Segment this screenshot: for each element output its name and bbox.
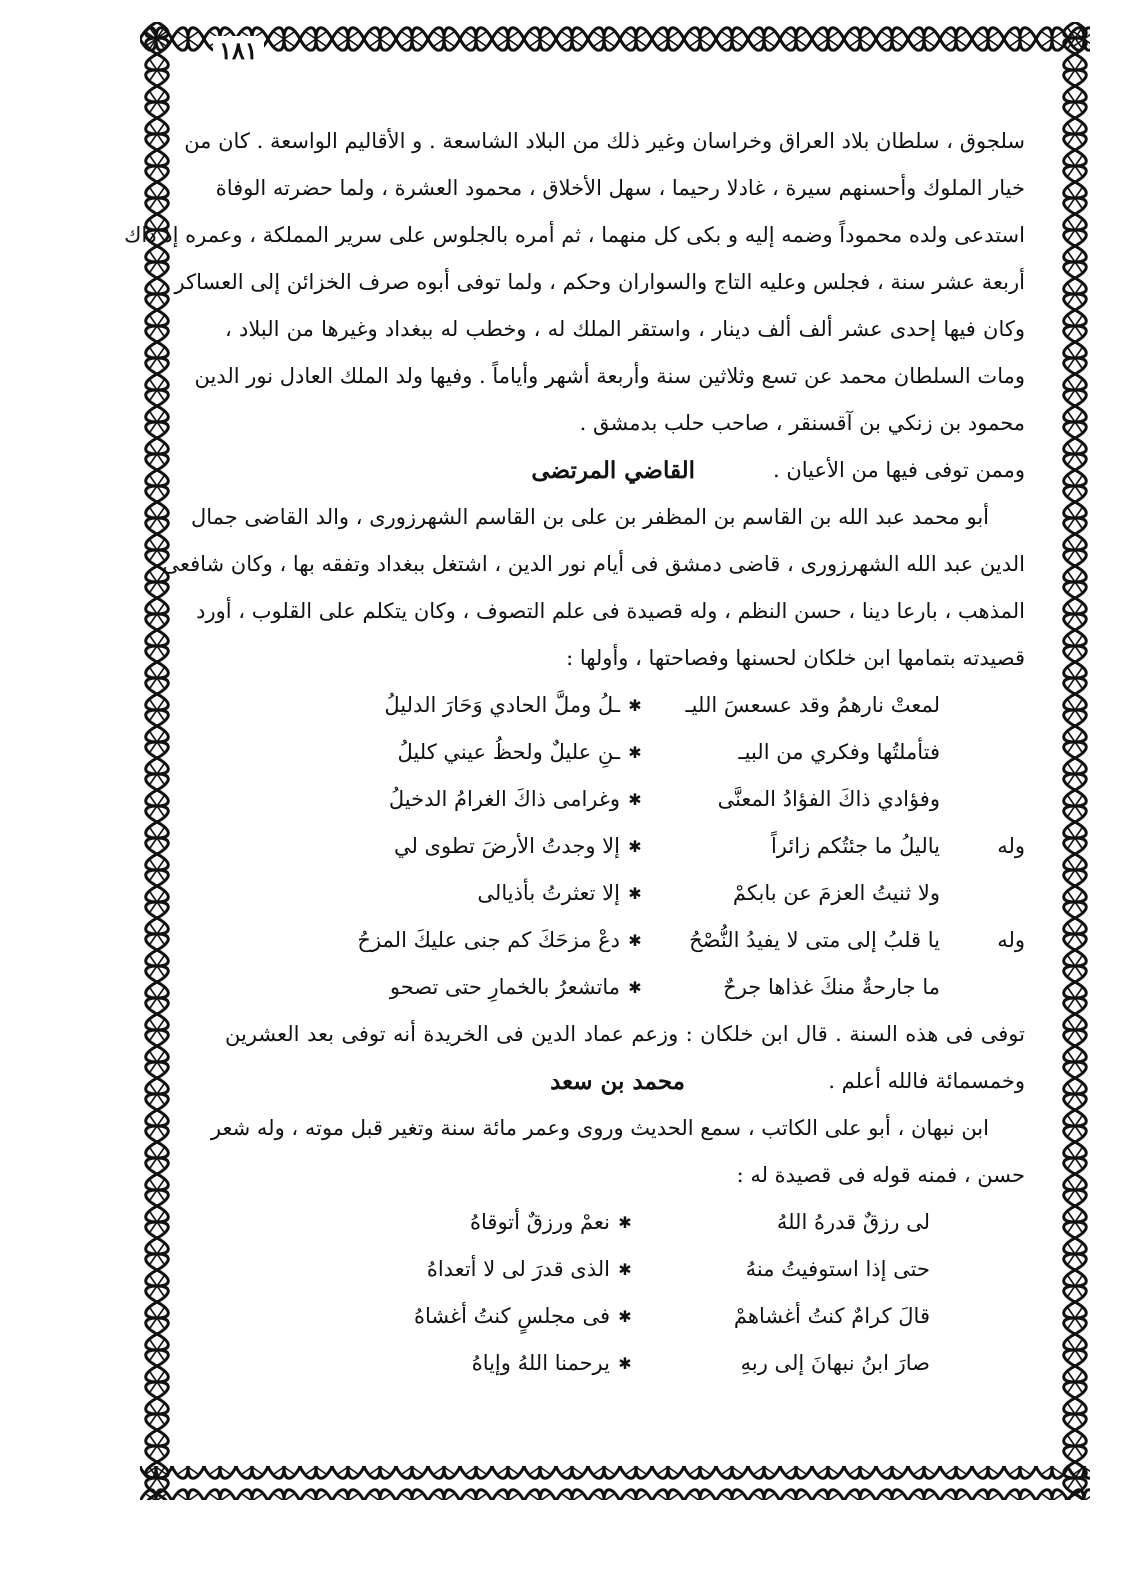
poem-verse [225, 682, 1025, 729]
text-line: سلجوق ، سلطان بلاد العراق وخراسان وغير ذلك من البلاد الشاسعة . و الأقاليم الواسعة . كان من [184, 129, 1025, 153]
verse-first-hemistich: فتأملتُها وفكري من البيـ [738, 740, 940, 764]
poem-verse [225, 1246, 1025, 1293]
verse-second-hemistich: يرحمنا اللهُ وإياهُ [471, 1351, 610, 1375]
verse-separator-icon: ✱ [618, 1354, 632, 1373]
page-number: ١٨١ [213, 36, 264, 65]
text-line: أبو محمد عبد الله بن القاسم بن المظفر بن على بن القاسم الشهرزورى ، والد القاضى جمال [190, 505, 989, 529]
poem [225, 1199, 1025, 1387]
entry-heading-row [225, 1058, 1025, 1105]
text-line: الدين عبد الله الشهرزورى ، قاضى دمشق فى أيام نور الدين ، اشتغل ببغداد وتفقه بها ، وكان شافعى [162, 552, 1025, 576]
text-line: وخمسمائة فالله أعلم . [828, 1069, 1025, 1093]
text-line: وكان فيها إحدى عشر ألف ألف دينار ، واستقر الملك له ، وخطب له ببغداد وغيرها من البلاد ، [225, 317, 1025, 341]
verse-separator-icon: ✱ [628, 884, 642, 903]
verse-first-hemistich: لى رزقٌ قدرهُ اللهُ [776, 1210, 930, 1234]
verse-separator-icon: ✱ [628, 931, 642, 950]
verse-first-hemistich: حتى إذا استوفيتُ منهُ [745, 1257, 930, 1281]
text-line: حسن ، فمنه قوله فى قصيدة له : [736, 1163, 1025, 1187]
poem-verse [225, 1293, 1025, 1340]
verse-first-hemistich: ياليلُ ما جئتُكم زائراً [770, 834, 940, 858]
verse-first-hemistich: قالَ كرامٌ كنتُ أغشاهمْ [733, 1304, 930, 1328]
entry-body [210, 1105, 1025, 1199]
text-line: أربعة عشر سنة ، فجلس وعليه التاج والسواران وحكم ، ولما توفى أبوه صرف الخزائن إلى العساكر [174, 270, 1025, 294]
poem-verse [225, 1199, 1025, 1246]
verse-second-hemistich: فى مجلسٍ كنتُ أغشاهُ [413, 1304, 610, 1328]
text-line: ومات السلطان محمد عن تسع وثلاثين سنة وأربعة أشهر وأياماً . وفيها ولد الملك العادل نور الدين [194, 364, 1025, 388]
poem-verse [225, 917, 1025, 964]
poem-verse [225, 964, 1025, 1011]
verse-separator-icon: ✱ [628, 696, 642, 715]
verse-separator-icon: ✱ [628, 790, 642, 809]
verse-first-hemistich: لمعتْ نارهمُ وقد عسعسَ الليـ [685, 693, 940, 717]
poem [225, 682, 1025, 1011]
poem-verse [225, 870, 1025, 917]
verse-first-hemistich: ولا ثنيتُ العزمَ عن بابكمْ [732, 881, 940, 905]
text-line: المذهب ، بارعا دينا ، حسن النظم ، وله قصيدة فى علم التصوف ، وكان يتكلم على القلوب ، أورد [196, 599, 1025, 623]
entry-heading-row [225, 447, 1025, 494]
page-content [124, 118, 1025, 1387]
verse-separator-icon: ✱ [618, 1260, 632, 1279]
verse-second-hemistich: ـلُ وملَّ الحادي وَحَارَ الدليلُ [384, 693, 620, 717]
verse-second-hemistich: ـنِ عليلٌ ولحظُ عيني كليلُ [397, 740, 620, 764]
verse-first-hemistich: وفؤادي ذاكَ الفؤادُ المعنَّى [717, 787, 940, 811]
verse-first-hemistich: يا قلبُ إلى متى لا يفيدُ النُّصْحُ [689, 928, 940, 952]
entry-title: محمد بن سعد [550, 1068, 685, 1095]
text-line: ابن نبهان ، أبو على الكاتب ، سمع الحديث وروى وعمر مائة سنة وتغير قبل موته ، وله شعر [210, 1116, 989, 1140]
verse-second-hemistich: وغرامى ذاكَ الغرامُ الدخيلُ [388, 787, 620, 811]
text-line: قصيدته بتمامها ابن خلكان لحسنها وفصاحتها ، وأولها : [566, 646, 1025, 670]
poem-verse [225, 729, 1025, 776]
verse-second-hemistich: إلا وجدتُ الأرضَ تطوى لي [393, 834, 620, 858]
verse-label: وله [997, 928, 1025, 952]
section-intro [124, 118, 1025, 447]
verse-label: وله [997, 834, 1025, 858]
text-line: استدعى ولده محموداً وضمه إليه و بكى كل منهما ، ثم أمره بالجلوس على سرير المملكة ، وعمره إذ ذاك [124, 223, 1025, 247]
verse-separator-icon: ✱ [628, 837, 642, 856]
poem-verse [225, 776, 1025, 823]
entry-lead-text: وممن توفى فيها من الأعيان . [773, 458, 1025, 482]
verse-second-hemistich: الذى قدرَ لى لا أتعداهُ [426, 1257, 610, 1281]
text-line: محمود بن زنكي بن آقسنقر ، صاحب حلب بدمشق . [579, 411, 1025, 435]
verse-second-hemistich: ماتشعرُ بالخمارِ حتى تصحو [389, 975, 620, 999]
verse-second-hemistich: إلا تعثرتُ بأذيالى [477, 881, 620, 905]
verse-first-hemistich: ما جارحةٌ منكَ غذاها جرحٌ [723, 975, 940, 999]
verse-second-hemistich: دعْ مزحَكَ كم جنى عليكَ المزحُ [357, 928, 620, 952]
verse-separator-icon: ✱ [618, 1307, 632, 1326]
entry-body [162, 494, 1025, 682]
poem-verse [225, 1340, 1025, 1387]
verse-first-hemistich: صارَ ابنُ نبهانَ إلى ربهِ [740, 1351, 930, 1375]
text-line: خيار الملوك وأحسنهم سيرة ، غادلا رحيما ، سهل الأخلاق ، محمود العشرة ، ولما حضرته الوفاة [215, 176, 1025, 200]
text-line: توفى فى هذه السنة . قال ابن خلكان : وزعم عماد الدين فى الخريدة أنه توفى بعد العشرين [225, 1022, 1025, 1046]
entry-title: القاضي المرتضى [531, 457, 695, 484]
verse-separator-icon: ✱ [628, 978, 642, 997]
verse-separator-icon: ✱ [618, 1213, 632, 1232]
verse-second-hemistich: نعمْ ورزقٌ أتوقاهُ [470, 1210, 610, 1234]
poem-verse [225, 823, 1025, 870]
verse-separator-icon: ✱ [628, 743, 642, 762]
